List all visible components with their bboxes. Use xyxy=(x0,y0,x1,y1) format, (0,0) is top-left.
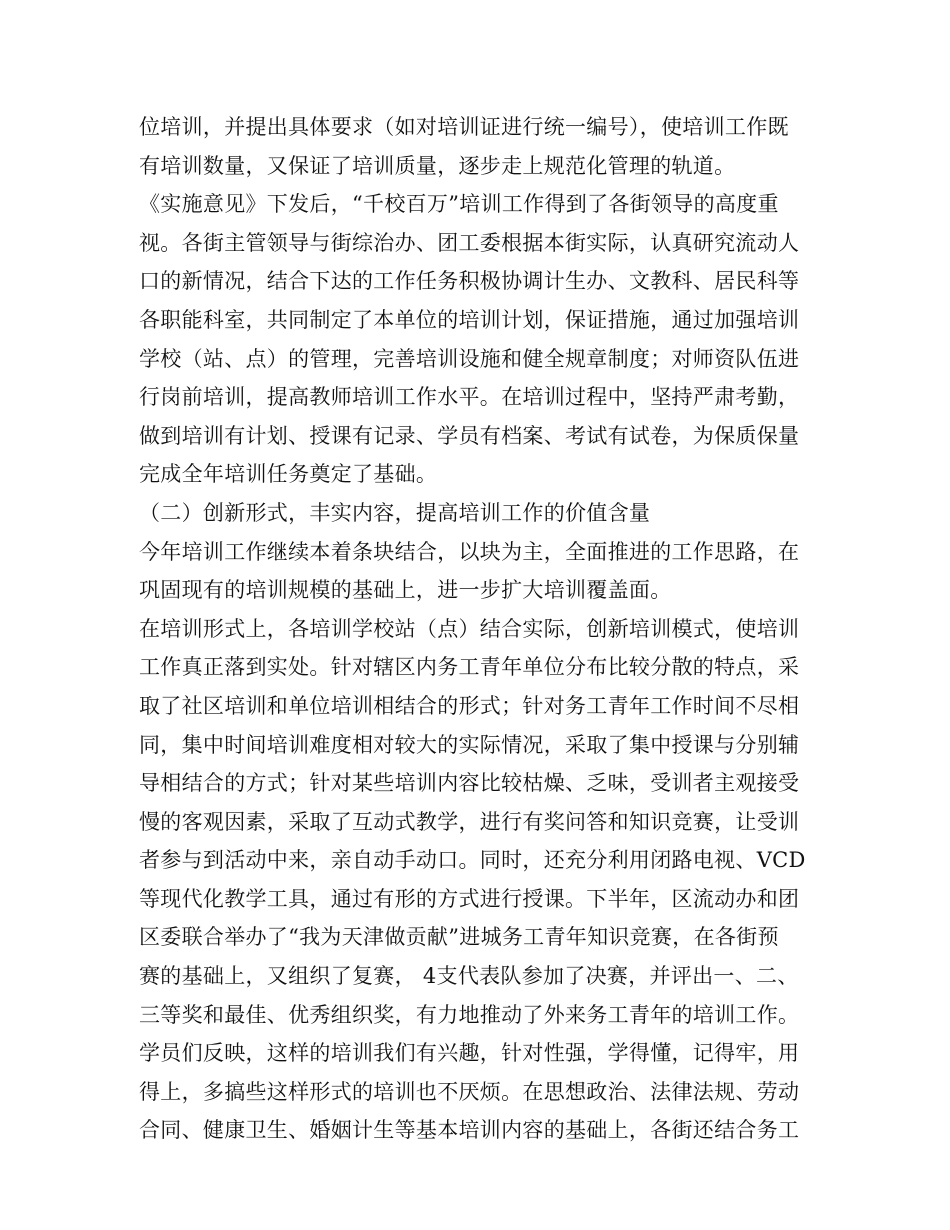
text-line: 者参与到活动中来，亲自动手动口。同时，还充分利用闭路电视、VCD xyxy=(139,848,806,873)
text-line: 慢的客观因素，采取了互动式教学，进行有奖问答和知识竞赛，让受训 xyxy=(139,809,800,834)
text-line: 赛的基础上，又组织了复赛， 4支代表队参加了决赛，并评出一、二、 xyxy=(139,964,799,989)
text-line: 学员们反映，这样的培训我们有兴趣，针对性强，学得懂，记得牢，用 xyxy=(139,1041,800,1066)
text-line: 三等奖和最佳、优秀组织奖，有力地推动了外来务工青年的培训工作。 xyxy=(139,1002,800,1027)
text-line: 区委联合举办了“我为天津做贡献”进城务工青年知识竞赛，在各街预 xyxy=(139,925,779,950)
text-line: 完成全年培训任务奠定了基础。 xyxy=(139,462,438,487)
text-line: 今年培训工作继续本着条块结合，以块为主，全面推进的工作思路，在 xyxy=(139,539,800,564)
text-line: 视。各街主管领导与街综治办、团工委根据本街实际，认真研究流动人 xyxy=(139,230,800,255)
text-line: 得上，多搞些这样形式的培训也不厌烦。在思想政治、法律法规、劳动 xyxy=(139,1079,800,1104)
text-line: 同，集中时间培训难度相对较大的实际情况，采取了集中授课与分别辅 xyxy=(139,732,800,757)
text-line: 等现代化教学工具，通过有形的方式进行授课。下半年，区流动办和团 xyxy=(139,886,800,911)
text-line: 位培训，并提出具体要求（如对培训证进行统一编号），使培训工作既 xyxy=(139,115,789,139)
section-heading: （二）创新形式，丰实内容，提高培训工作的价值含量 xyxy=(139,500,651,525)
body-text xyxy=(139,108,829,1150)
text-line: 有培训数量，又保证了培训质量，逐步走上规范化管理的轨道。 xyxy=(139,153,736,178)
text-line: 巩固现有的培训规模的基础上，进一步扩大培训覆盖面。 xyxy=(139,578,672,603)
text-line: 学校（站、点）的管理，完善培训设施和健全规章制度；对师资队伍进 xyxy=(139,346,800,371)
text-line: 工作真正落到实处。针对辖区内务工青年单位分布比较分散的特点，采 xyxy=(139,655,800,680)
text-line: 在培训形式上，各培训学校站（点）结合实际，创新培训模式，使培训 xyxy=(139,616,800,641)
text-line: 合同、健康卫生、婚姻计生等基本培训内容的基础上，各街还结合务工 xyxy=(139,1118,800,1143)
text-line: 《实施意见》下发后，“千校百万”培训工作得到了各街领导的高度重 xyxy=(139,192,779,217)
text-line: 行岗前培训，提高教师培训工作水平。在培训过程中，坚持严肃考勤， xyxy=(139,385,800,410)
text-line: 做到培训有计划、授课有记录、学员有档案、考试有试卷，为保质保量 xyxy=(139,423,800,448)
text-line: 取了社区培训和单位培训相结合的形式；针对务工青年工作时间不尽相 xyxy=(139,693,800,718)
text-line: 导相结合的方式；针对某些培训内容比较枯燥、乏味，受训者主观接受 xyxy=(139,771,800,796)
text-line: 口的新情况，结合下达的工作任务积极协调计生办、文教科、居民科等 xyxy=(139,269,800,294)
text-line: 各职能科室，共同制定了本单位的培训计划，保证措施，通过加强培训 xyxy=(139,307,800,332)
